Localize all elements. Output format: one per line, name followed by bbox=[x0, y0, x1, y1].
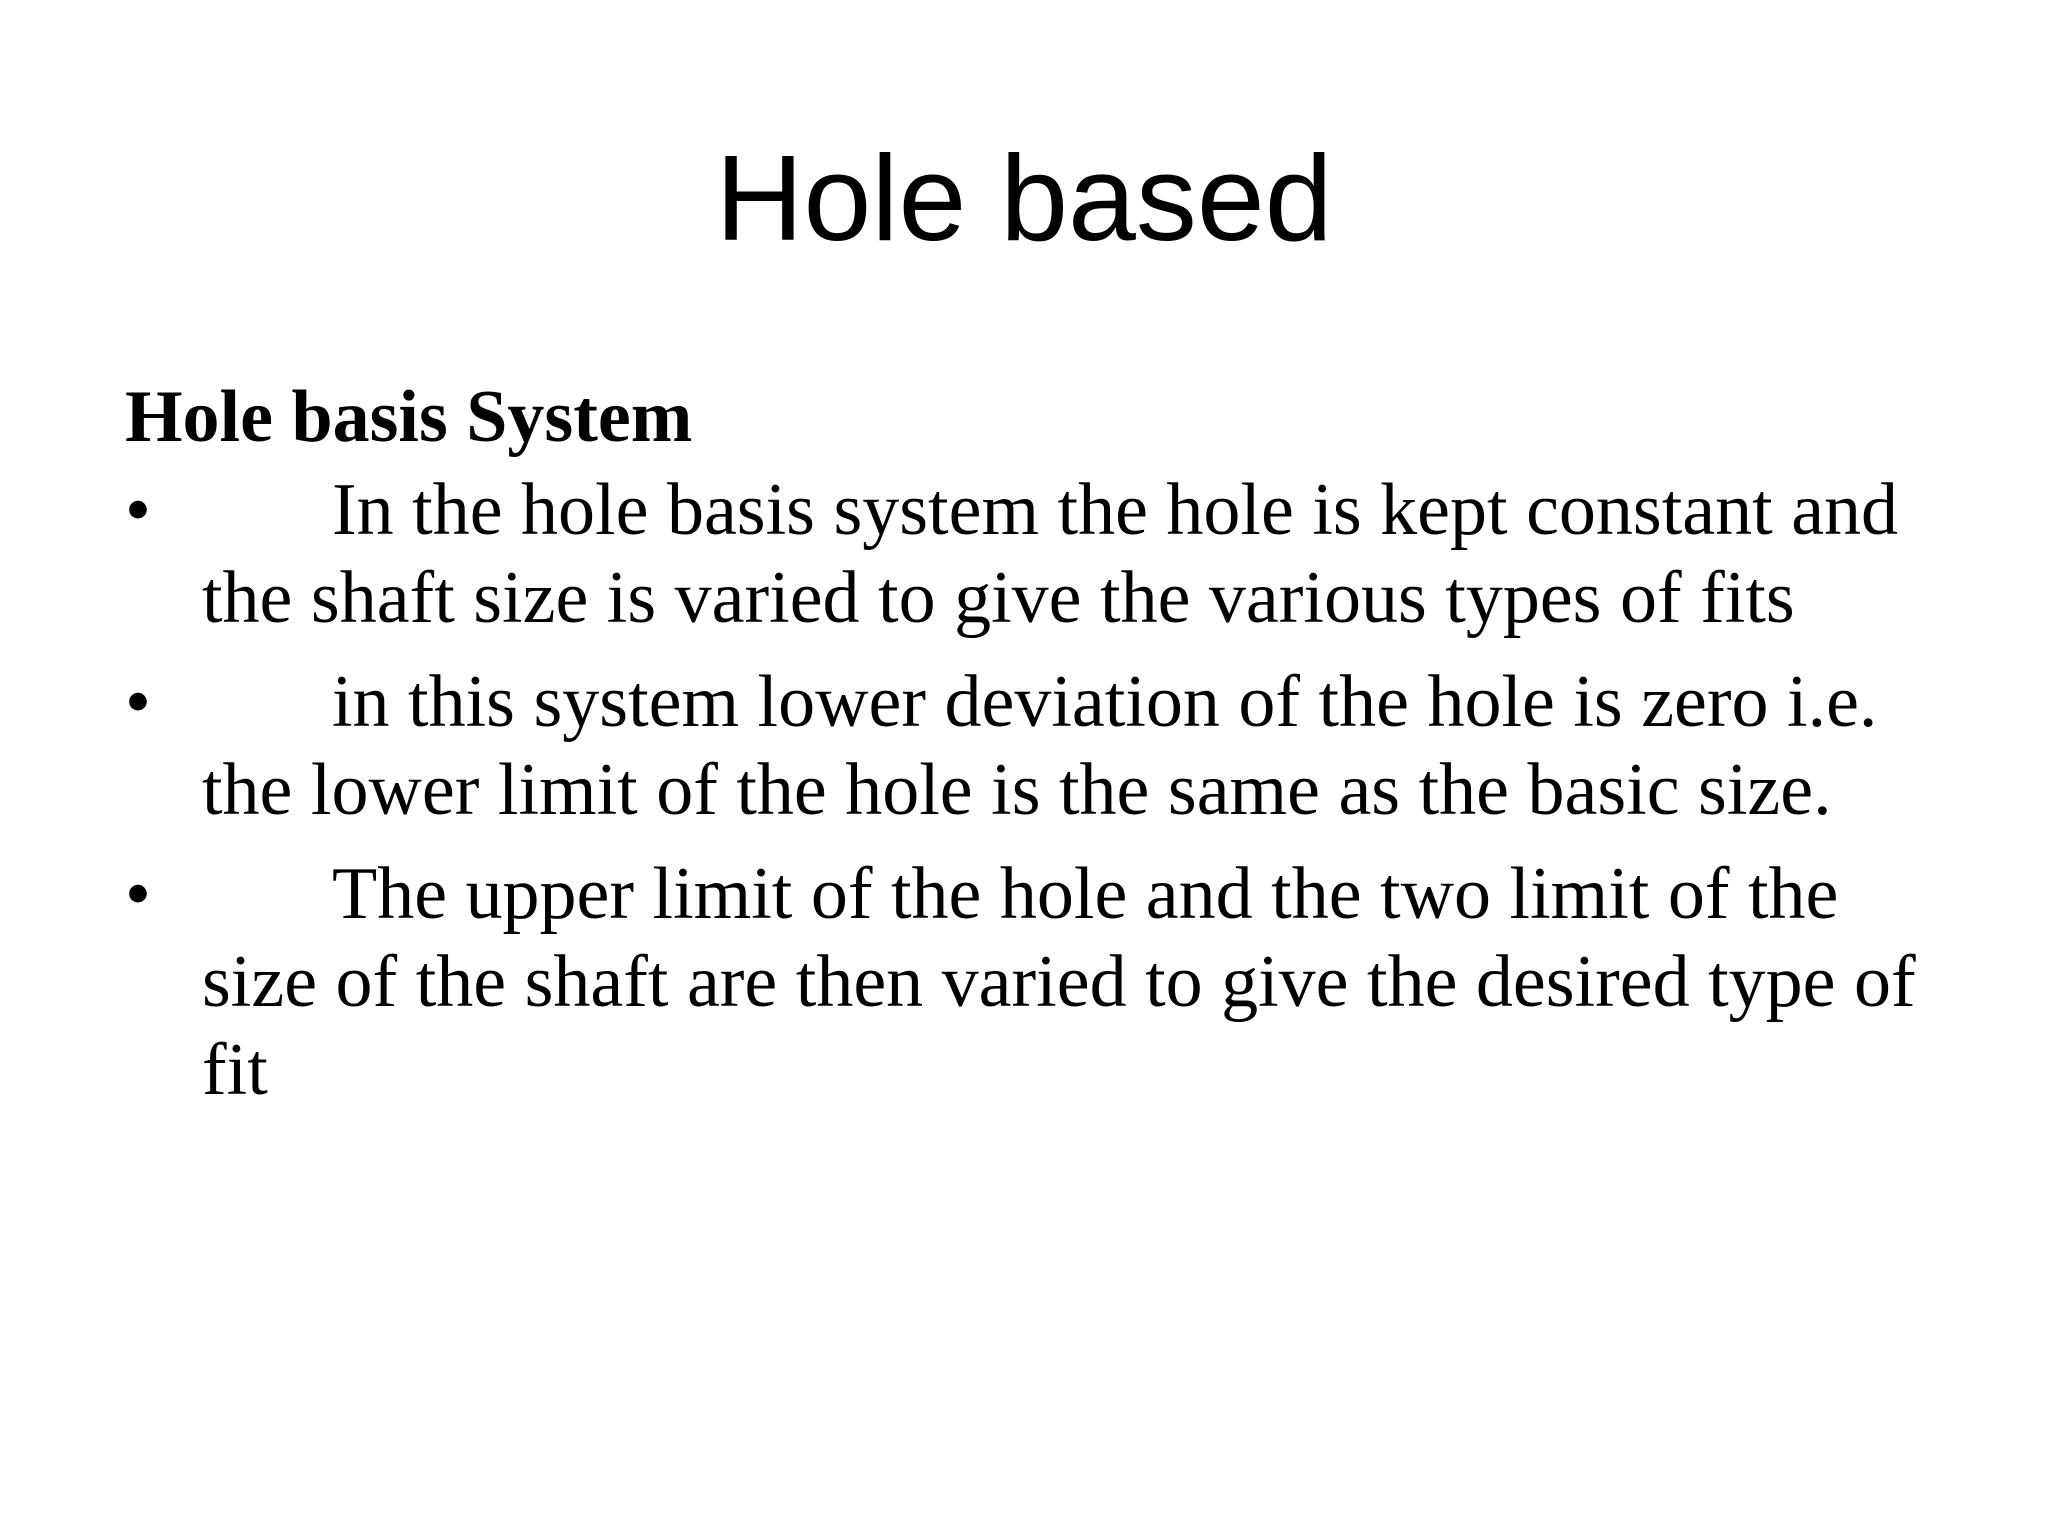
section-heading: Hole basis System bbox=[125, 376, 693, 458]
bullet-text: In the hole basis system the hole is kept constant and the shaft size is varied to give the various types of fits bbox=[202, 469, 1899, 639]
bullet-item bbox=[125, 658, 1965, 834]
bullet-text: The upper limit of the hole and the two limit of the size of the shaft are then varied to give the desired type of fit bbox=[202, 853, 1916, 1111]
slide-content bbox=[125, 372, 1965, 1130]
bullet-item bbox=[125, 466, 1965, 642]
bullet-list bbox=[125, 466, 1965, 1114]
bullet-text: in this system lower deviation of the hole is zero i.e. the lower limit of the hole is the same as the basic size. bbox=[202, 661, 1878, 831]
slide-title: Hole based bbox=[715, 130, 1333, 266]
bullet-icon: • bbox=[125, 661, 151, 743]
bullet-icon: • bbox=[125, 853, 151, 935]
bullet-icon: • bbox=[125, 469, 151, 551]
bullet-item bbox=[125, 850, 1965, 1114]
